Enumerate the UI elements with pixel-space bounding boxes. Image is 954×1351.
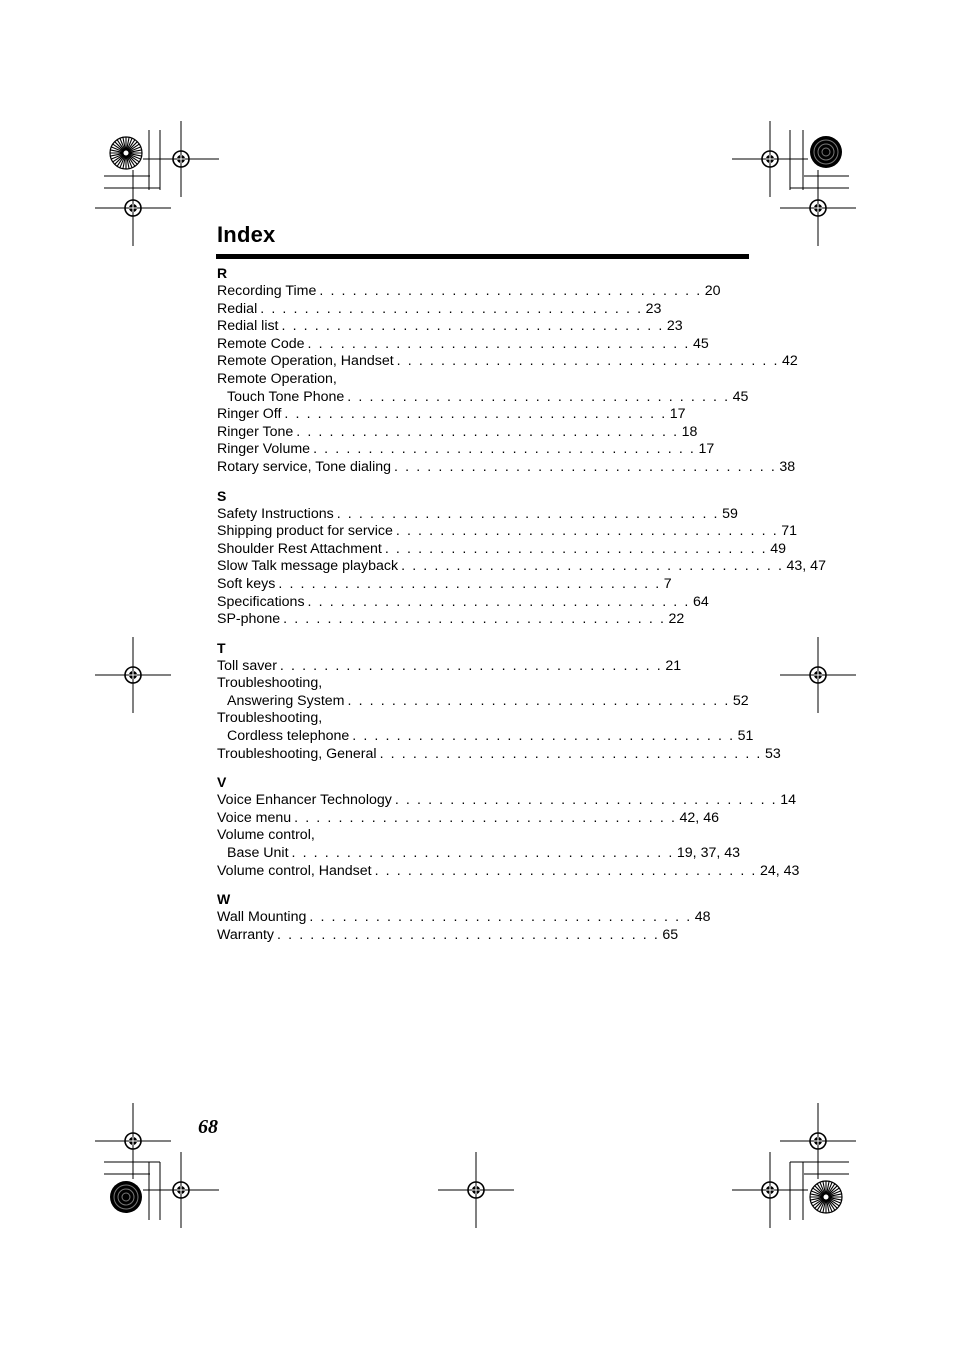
entry-pages: 45 (732, 388, 749, 405)
entry-pages: 53 (764, 745, 781, 762)
dot-leader: . . . . . . . . . . . . . . . . . . . . . . . . . . . . . . . . . . . (379, 745, 762, 762)
dot-leader: . . . . . . . . . . . . . . . . . . . . . . . . . . . . . . . . . . . (396, 353, 780, 370)
index-entry (217, 593, 709, 612)
index-entry (217, 558, 826, 576)
entry-label: Volume control, Handset (217, 862, 372, 879)
entry-label: Specifications (217, 593, 305, 610)
entry-label: Cordless telephone (227, 728, 350, 745)
page-title: Index (217, 222, 276, 247)
entry-pages: 23 (666, 318, 683, 335)
entry-pages: 64 (692, 593, 709, 610)
entry-label: Remote Operation, Handset (217, 353, 394, 370)
dot-leader: . . . . . . . . . . . . . . . . . . . . . . . . . . . . . . . . . . . (307, 593, 690, 610)
entry-pages: 49 (770, 540, 786, 557)
dot-leader: . . . . . . . . . . . . . . . . . . . . . . . . . . . . . . . . . . . (279, 657, 663, 674)
entry-label: Ringer Tone (217, 423, 294, 440)
index-entry (217, 692, 749, 711)
section-letter: R (217, 265, 228, 281)
index-entry (217, 353, 798, 371)
entry-label: Answering System (227, 692, 345, 709)
dot-leader: . . . . . . . . . . . . . . . . . . . . . . . . . . . . . . . . . . . (352, 728, 735, 745)
index-entry (217, 809, 719, 828)
dot-leader: . . . . . . . . . . . . . . . . . . . . . . . . . . . . . . . . . . . (307, 335, 690, 352)
index-section-v (217, 773, 800, 880)
index-entry (217, 827, 469, 845)
dot-leader: . . . . . . . . . . . . . . . . . . . . . . . . . . . . . . . . . . . (374, 862, 757, 879)
index-entry (217, 745, 781, 764)
entry-pages: 71 (781, 523, 798, 540)
index-entry (217, 862, 800, 881)
entry-label: Redial (217, 300, 258, 317)
entry-pages: 65 (662, 926, 679, 943)
dot-leader: . . . . . . . . . . . . . . . . . . . . . . . . . . . . . . . . . . . (296, 423, 679, 440)
section-letter: T (217, 639, 226, 656)
page-number: 68 (198, 1116, 218, 1138)
entry-pages: 19, 37, 43 (676, 845, 741, 862)
dot-leader: . . . . . . . . . . . . . . . . . . . . . . . . . . . . . . . . . . . (291, 845, 674, 862)
dot-leader: . . . . . . . . . . . . . . . . . . . . . . . . . . . . . . . . . . . (394, 792, 778, 809)
entry-pages: 45 (692, 335, 709, 352)
index-entry (217, 388, 749, 407)
index-entry (217, 926, 679, 945)
index-list (217, 264, 826, 954)
entry-pages: 22 (668, 611, 685, 628)
entry-label: SP-phone (217, 611, 281, 628)
entry-pages: 21 (665, 657, 682, 674)
entry-label: Touch Tone Phone (227, 388, 345, 405)
entry-pages: 51 (737, 728, 754, 745)
index-entry (217, 657, 682, 676)
entry-pages: 59 (722, 505, 738, 522)
entry-label: Rotary service, Tone dialing (217, 458, 392, 475)
entry-pages: 17 (669, 406, 686, 423)
entry-pages: 43, 47 (786, 558, 826, 575)
entry-pages: 42 (782, 353, 798, 370)
dot-leader: . . . . . . . . . . . . . . . . . . . . . . . . . . . . . . . . . . . (284, 406, 667, 423)
entry-pages: 23 (645, 300, 662, 317)
index-entry (217, 318, 683, 336)
index-entry (217, 611, 685, 629)
entry-pages: 24, 43 (759, 862, 800, 879)
index-entry (217, 728, 754, 746)
entry-pages: 52 (732, 692, 749, 709)
index-entry (217, 523, 798, 541)
section-letter: S (217, 487, 227, 504)
dot-leader: . . . . . . . . . . . . . . . . . . . . . . . . . . . . . . . . . . . (347, 692, 730, 709)
index-entry (217, 406, 686, 424)
entry-pages: 42, 46 (679, 809, 719, 826)
entry-label: Safety Instructions (217, 505, 334, 522)
entry-label: Voice Enhancer Technology (217, 792, 392, 809)
index-section-r (217, 264, 798, 477)
entry-pages: 7 (663, 575, 672, 592)
entry-label: Warranty (217, 926, 275, 943)
dot-leader: . . . . . . . . . . . . . . . . . . . . . . . . . . . . . . . . . . . (401, 558, 784, 575)
index-section-t (217, 639, 781, 764)
index-entry (217, 575, 672, 594)
entry-label: Shoulder Rest Attachment (217, 540, 382, 557)
entry-label: Troubleshooting, General (217, 745, 377, 762)
entry-label: Toll saver (217, 657, 277, 674)
dot-leader: . . . . . . . . . . . . . . . . . . . . . . . . . . . . . . . . . . . (309, 909, 692, 926)
entry-label: Redial list (217, 318, 279, 335)
dot-leader: . . . . . . . . . . . . . . . . . . . . . . . . . . . . . . . . . . . (283, 611, 666, 628)
dot-leader: . . . . . . . . . . . . . . . . . . . . . . . . . . . . . . . . . . . (260, 300, 643, 317)
dot-leader: . . . . . . . . . . . . . . . . . . . . . . . . . . . . . . . . . . . (277, 926, 660, 943)
dot-leader: . . . . . . . . . . . . . . . . . . . . . . . . . . . . . . . . . . . (395, 523, 779, 540)
entry-pages: 48 (694, 909, 711, 926)
entry-label: Voice menu (217, 809, 292, 826)
entry-label: Ringer Off (217, 406, 282, 423)
index-section-w (217, 890, 711, 944)
dot-leader: . . . . . . . . . . . . . . . . . . . . . . . . . . . . . . . . . . . (336, 505, 720, 522)
index-entry (217, 441, 715, 459)
section-letter: V (217, 774, 227, 791)
entry-pages: 14 (780, 792, 797, 809)
dot-leader: . . . . . . . . . . . . . . . . . . . . . . . . . . . . . . . . . . . (313, 441, 696, 458)
index-section-s (217, 487, 826, 629)
dot-leader: . . . . . . . . . . . . . . . . . . . . . . . . . . . . . . . . . . . (347, 388, 730, 405)
dot-leader: . . . . . . . . . . . . . . . . . . . . . . . . . . . . . . . . . . . (384, 540, 768, 557)
index-entry (217, 710, 469, 728)
entry-label: Slow Talk message playback (217, 558, 399, 575)
index-entry (217, 505, 738, 524)
dot-leader: . . . . . . . . . . . . . . . . . . . . . . . . . . . . . . . . . . . (278, 575, 661, 592)
entry-pages: 38 (779, 458, 796, 475)
entry-pages: 18 (681, 423, 698, 440)
entry-label: Remote Operation, (217, 370, 337, 387)
index-entry (217, 371, 469, 389)
index-entry (217, 845, 741, 863)
dot-leader: . . . . . . . . . . . . . . . . . . . . . . . . . . . . . . . . . . . (394, 458, 777, 475)
entry-label: Troubleshooting, (217, 710, 323, 727)
entry-label: Wall Mounting (217, 909, 307, 926)
dot-leader: . . . . . . . . . . . . . . . . . . . . . . . . . . . . . . . . . . . (281, 318, 664, 335)
dot-leader: . . . . . . . . . . . . . . . . . . . . . . . . . . . . . . . . . . . (319, 283, 702, 299)
entry-label: Volume control, (217, 827, 315, 844)
entry-pages: 20 (704, 283, 721, 299)
index-entry (217, 540, 786, 559)
entry-label: Ringer Volume (217, 441, 311, 458)
entry-label: Shipping product for service (217, 523, 393, 540)
dot-leader: . . . . . . . . . . . . . . . . . . . . . . . . . . . . . . . . . . . (294, 809, 677, 826)
index-entry (217, 909, 711, 927)
title-rule (216, 254, 749, 259)
index-entry (217, 283, 721, 301)
entry-label: Soft keys (217, 575, 276, 592)
index-entry (217, 792, 797, 810)
entry-label: Base Unit (227, 845, 289, 862)
entry-label: Troubleshooting, (217, 675, 323, 692)
index-entry (217, 423, 698, 442)
index-entry (217, 335, 709, 354)
index-entry (217, 675, 469, 693)
entry-label: Remote Code (217, 335, 305, 352)
index-entry (217, 300, 662, 319)
index-entry (217, 458, 796, 477)
entry-label: Recording Time (217, 283, 317, 299)
entry-pages: 17 (698, 441, 715, 458)
section-letter: W (217, 891, 231, 908)
